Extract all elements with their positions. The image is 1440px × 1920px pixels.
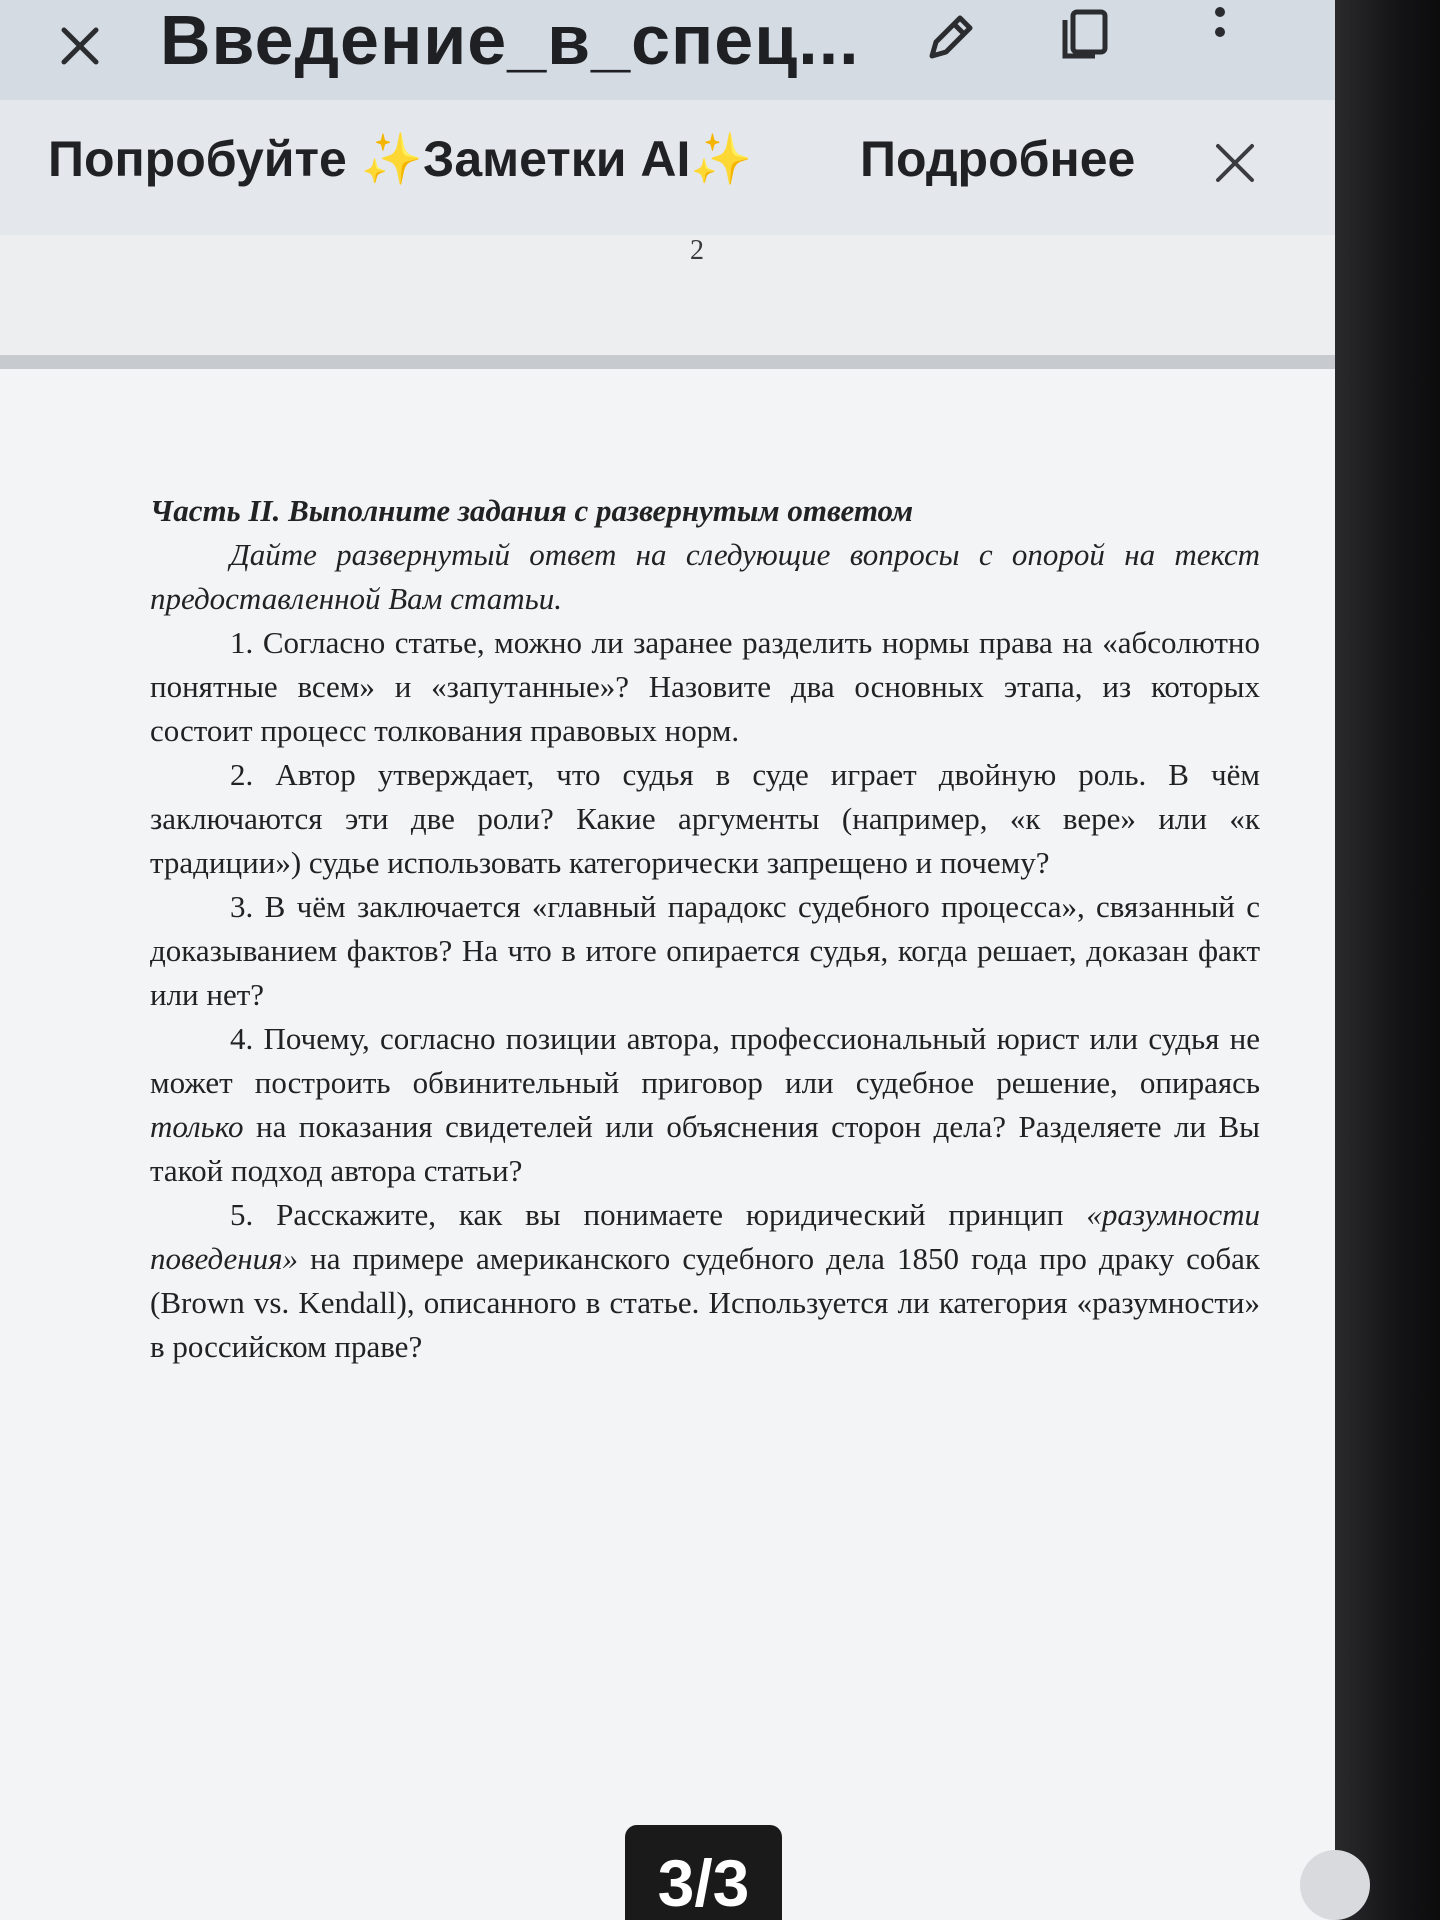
document-page: [0, 369, 1335, 1920]
promo-message: [48, 130, 753, 189]
instruction-text: Дайте развернутый ответ на следующие вопросы с опорой на текст предоставленной Вам статьи.: [150, 537, 1260, 616]
question-emphasis: «разумности поведения»: [150, 1197, 1260, 1276]
device-bezel: [1335, 0, 1440, 1920]
app-bar: [0, 0, 1335, 100]
more-options-button[interactable]: [1200, 4, 1240, 64]
section-label: Часть II.: [150, 493, 281, 528]
question-number: 4.: [230, 1021, 254, 1056]
question-emphasis: только: [150, 1109, 244, 1144]
page-indicator: 3/3: [625, 1825, 782, 1920]
question-text: Автор утверждает, что судья в суде играет двойную роль. В чём заключаются эти две роли? Какие аргументы (например, «к вере» или «к традиции») судье использовать категорически запрещено и почему?: [150, 757, 1261, 880]
question-number: 5.: [230, 1197, 254, 1232]
close-button[interactable]: [52, 18, 108, 74]
sparkle-icon: ✨: [690, 131, 753, 187]
question-item: [150, 885, 1260, 1017]
section-title: Выполните задания с развернутым ответом: [288, 493, 914, 528]
page-content: [150, 489, 1260, 1369]
question-item: [150, 753, 1260, 885]
question-item: [150, 621, 1260, 753]
question-text: Расскажите, как вы понимаете юридический принцип: [276, 1197, 1087, 1232]
more-vertical-icon: [1200, 4, 1240, 64]
close-icon: [60, 26, 100, 66]
question-text: Почему, согласно позиции автора, профессиональный юрист или судья не может построить обвинительный приговор или судебное решение, опираясь: [150, 1021, 1261, 1100]
promo-try-label: Попробуйте: [48, 131, 347, 187]
close-icon: [1210, 138, 1260, 188]
question-number: 3.: [230, 889, 254, 924]
question-number: 1.: [230, 625, 254, 660]
pages-button[interactable]: [1055, 4, 1115, 64]
question-text: Согласно статье, можно ли заранее разделить нормы права на «абсолютно понятные всем» и «запутанные»? Назовите два основных этапа, из которых состоит процесс толкования правовых норм.: [150, 625, 1261, 748]
question-text: на показания свидетелей или объяснения сторон дела? Разделяете ли Вы такой подход автора статьи?: [150, 1109, 1260, 1188]
question-item: [150, 1193, 1260, 1369]
copy-pages-icon: [1055, 4, 1115, 64]
question-text: на примере американского судебного дела 1850 года про драку собак (Brown vs. Kendall), описанного в статье. Используется ли категория «разумности» в российском праве?: [150, 1241, 1260, 1364]
promo-product-label: Заметки AI: [423, 131, 691, 187]
question-number: 2.: [230, 757, 254, 792]
question-item: [150, 1017, 1260, 1193]
previous-page: [0, 235, 1335, 355]
previous-page-number: 2: [690, 235, 704, 266]
pencil-icon: [920, 8, 980, 68]
sparkle-icon: ✨: [360, 131, 423, 187]
scroll-handle[interactable]: [1300, 1850, 1370, 1920]
section-heading: [150, 489, 1260, 533]
promo-close-button[interactable]: [1210, 138, 1260, 188]
promo-banner: [0, 100, 1335, 235]
page-divider: [0, 355, 1335, 369]
edit-button[interactable]: [920, 8, 980, 68]
question-text: В чём заключается «главный парадокс судебного процесса», связанный с доказыванием фактов? На что в итоге опирается судья, когда решает, доказан факт или нет?: [150, 889, 1261, 1012]
promo-more-link[interactable]: Подробнее: [860, 131, 1136, 187]
document-title: Введение_в_спец...: [160, 1, 860, 79]
